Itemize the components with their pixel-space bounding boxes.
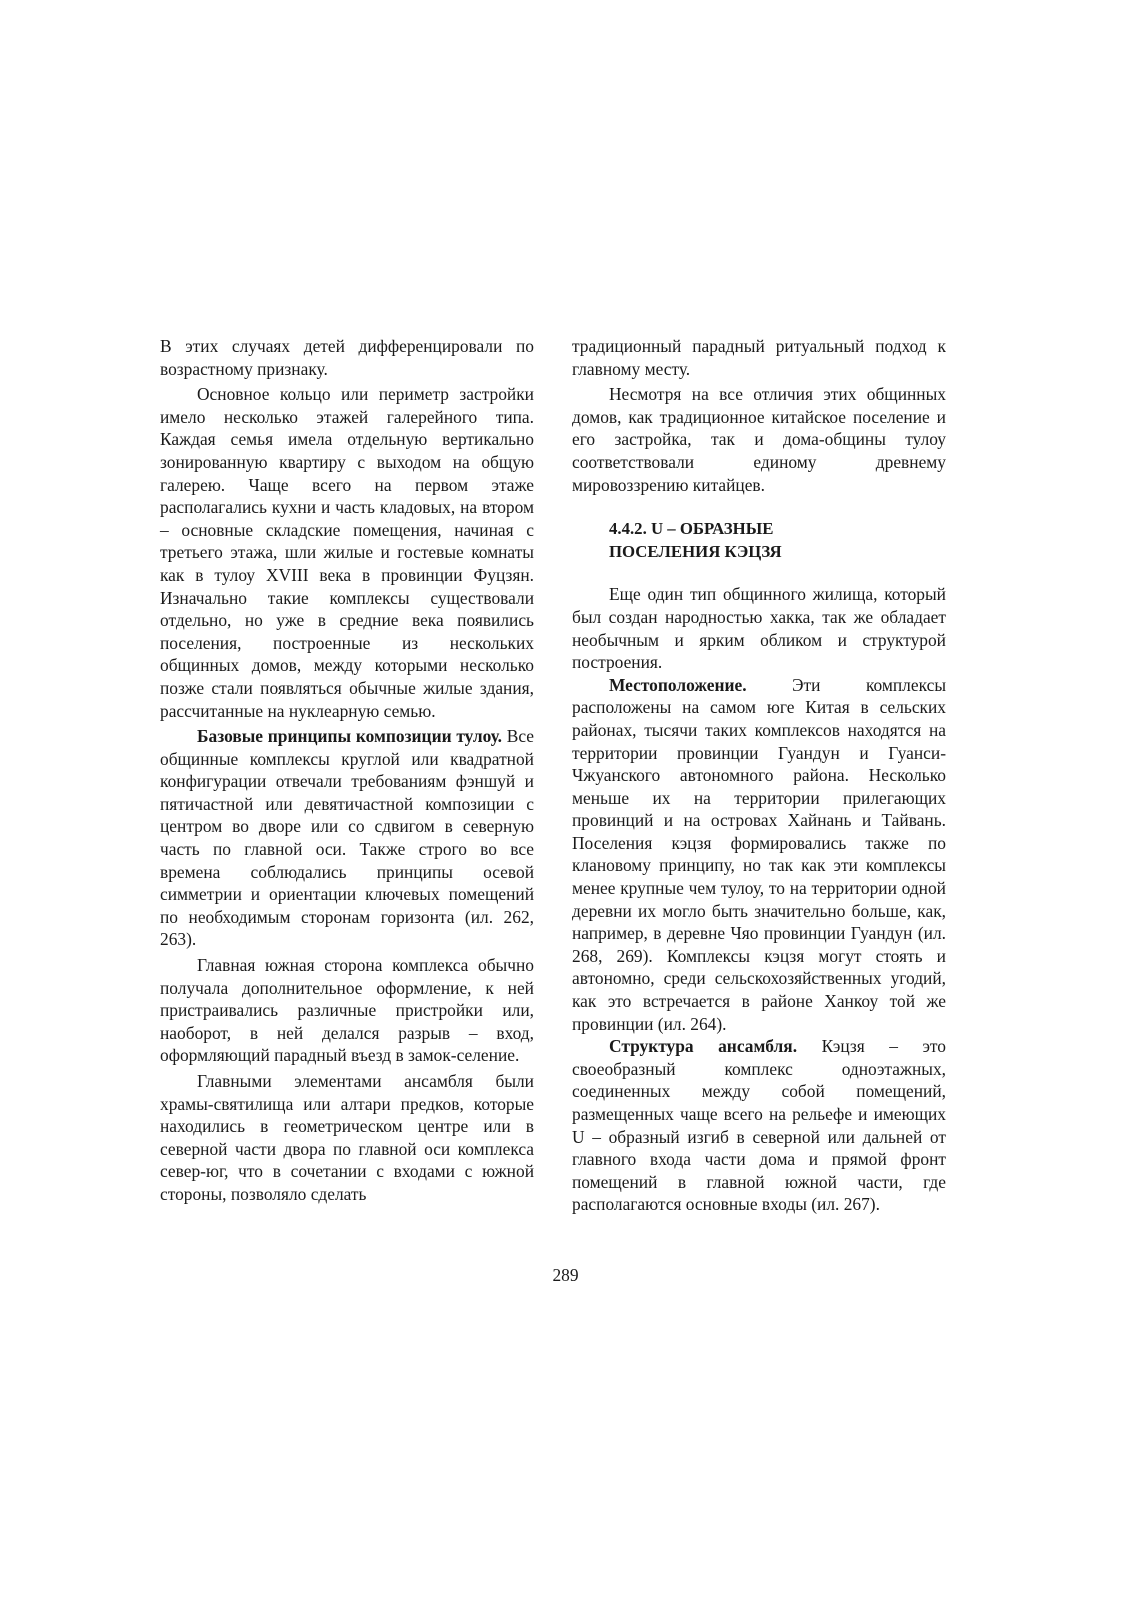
section-heading	[572, 518, 946, 563]
section-lead: Структура ансамбля.	[609, 1036, 798, 1057]
paragraph: В этих случаях детей дифференцировали по возрастному признаку.	[160, 336, 534, 379]
right-column	[572, 335, 946, 1216]
section-lead: Базовые принципы композиции тулоу.	[197, 726, 503, 747]
left-column	[160, 335, 534, 1206]
paragraph	[160, 725, 534, 951]
paragraph: Несмотря на все отличия этих общинных домов, как традиционное китайское поселение и его застройка, так и дома-общины тулоу соответствовали единому древнему мировоззрению китайцев.	[572, 384, 946, 495]
paragraph-text: Эти комплексы расположены на самом юге Китая в сельских районах, тысячи таких комплексов находятся на территории провинции Гуандун и Гуанси-Чжуанского автономного района. Несколько меньше их на территории прилегающих провинций и на островах Хайнань и Тайвань. Поселения кэцзя формировались также по клановому принципу, но так как эти комплексы менее крупные чем тулоу, то на территории одной деревни их могло быть значительно больше, как, например, в деревне Чяо провинции Гуандун (ил. 268, 269). Комплексы кэцзя могут стоять и автономно, среди сельскохозяйственных угодий, как это встречается в районе Ханкоу той же провинции (ил. 264).	[572, 674, 946, 1034]
paragraph-text: Все общинные комплексы круглой или квадратной конфигурации отвечали требованиям фэншуй и пятичастной или девятичастной композиции с центром во дворе или со сдвигом в северную часть по главной оси. Также строго во все времена соблюдались принципы осевой симметрии и ориентации ключевых помещений по необходимым сторонам горизонта (ил. 262, 263).	[160, 726, 534, 950]
page-number: 289	[552, 1265, 579, 1285]
paragraph-text: Кэцзя – это своеобразный комплекс одноэтажных, соединенных между собой помещений, размещенных чаще всего на рельефе и имеющих U – образный изгиб в северной или дальней от главного входа части дома и прямой фронт помещений в главной южной части, где располагаются основные входы (ил. 267).	[572, 1036, 946, 1215]
paragraph: Еще один тип общинного жилища, который был создан народностью хакка, так же обладает необычным и ярким обликом и структурой построения.	[572, 584, 946, 673]
section-heading-line: 4.4.2. U – ОБРАЗНЫЕ	[609, 519, 774, 539]
paragraph: Главными элементами ансамбля были храмы-святилища или алтари предков, которые находились в геометрическом центре или в северной части двора по главной оси комплекса север-юг, что в сочетании с входами с южной стороны, позволяло сделать	[160, 1071, 534, 1204]
paragraph	[572, 1035, 946, 1216]
section-heading-line: ПОСЕЛЕНИЯ КЭЦЗЯ	[609, 541, 782, 561]
paragraph: Основное кольцо или периметр застройки имело несколько этажей галерейного типа. Каждая семья имела отдельную вертикально зонированную квартиру с выходом на общую галерею. Чаще всего на первом этаже располагались кухни и часть кладовых, на втором – основные складские помещения, начиная с третьего этажа, шли жилые и гостевые комнаты как в тулоу XVIII века в провинции Фуцзян. Изначально такие комплексы существовали отдельно, но уже в средние века появились поселения, построенные из нескольких общинных домов, между которыми несколько позже стали появляться обычные жилые здания, рассчитанные на нуклеарную семью.	[160, 384, 534, 721]
paragraph: традиционный парадный ритуальный подход к главному месту.	[572, 336, 946, 379]
paragraph	[572, 674, 946, 1036]
section-lead: Местоположение.	[609, 674, 747, 695]
paragraph: Главная южная сторона комплекса обычно получала дополнительное оформление, к ней пристраивались различные пристройки или, наоборот, в ней делался разрыв – вход, оформляющий парадный въезд в замок-селение.	[160, 955, 534, 1066]
